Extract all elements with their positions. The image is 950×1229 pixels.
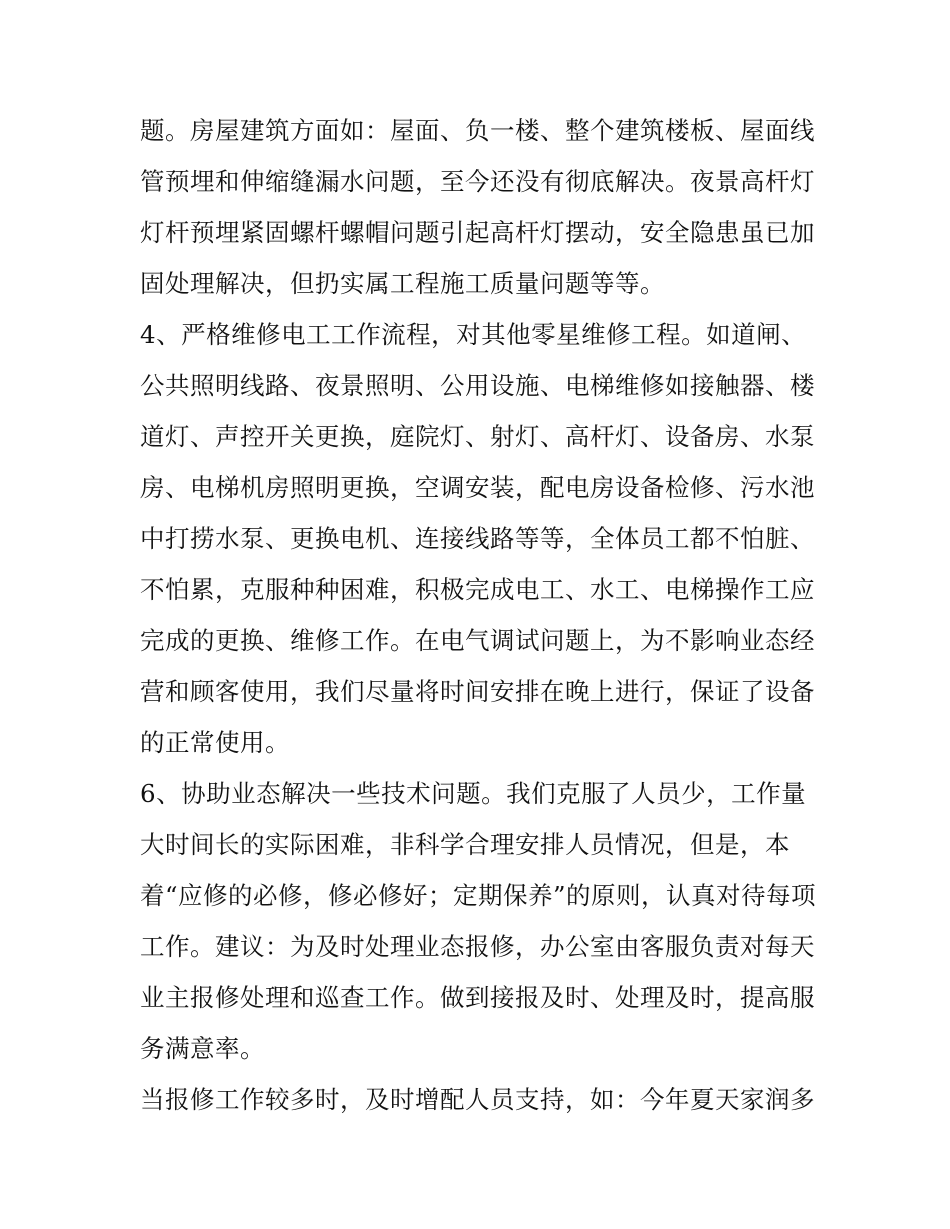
text-line: 完成的更换、维修工作。在电气调试问题上，为不影响业态经 xyxy=(140,626,815,655)
text-line: 6、协助业态解决一些技术问题。我们克服了人员少，工作量 xyxy=(140,779,807,808)
text-line: 道灯、声控开关更换，庭院灯、射灯、高杆灯、设备房、水泵 xyxy=(140,422,815,451)
text-line: 公共照明线路、夜景照明、公用设施、电梯维修如接触器、楼 xyxy=(140,371,815,400)
text-line: 工作。建议：为及时处理业态报修，办公室由客服负责对每天 xyxy=(140,932,815,961)
text-line: 不怕累，克服种种困难，积极完成电工、水工、电梯操作工应 xyxy=(140,575,815,604)
text-line: 大时间长的实际困难，非科学合理安排人员情况，但是，本 xyxy=(140,830,790,859)
text-line: 固处理解决，但扔实属工程施工质量问题等等。 xyxy=(140,269,665,298)
text-line: 当报修工作较多时，及时增配人员支持，如：今年夏天家润多 xyxy=(140,1085,815,1114)
body-text xyxy=(140,105,820,1125)
text-line: 的正常使用。 xyxy=(140,728,290,757)
text-line: 务满意率。 xyxy=(140,1034,265,1063)
text-line: 4、严格维修电工工作流程，对其他零星维修工程。如道闸、 xyxy=(140,320,807,349)
text-line: 管预埋和伸缩缝漏水问题，至今还没有彻底解决。夜景高杆灯 xyxy=(140,167,815,196)
text-line: 房、电梯机房照明更换，空调安装，配电房设备检修、污水池 xyxy=(140,473,815,502)
text-line: 灯杆预埋紧固螺杆螺帽问题引起高杆灯摆动，安全隐患虽已加 xyxy=(140,218,815,247)
text-line: 中打捞水泵、更换电机、连接线路等等，全体员工都不怕脏、 xyxy=(140,524,815,553)
text-line: 着“应修的必修，修必修好；定期保养”的原则，认真对待每项 xyxy=(140,881,817,910)
text-line: 题。房屋建筑方面如：屋面、负一楼、整个建筑楼板、屋面线 xyxy=(140,116,815,145)
text-line: 营和顾客使用，我们尽量将时间安排在晚上进行，保证了设备 xyxy=(140,677,815,706)
text-line: 业主报修处理和巡查工作。做到接报及时、处理及时，提高服 xyxy=(140,983,815,1012)
